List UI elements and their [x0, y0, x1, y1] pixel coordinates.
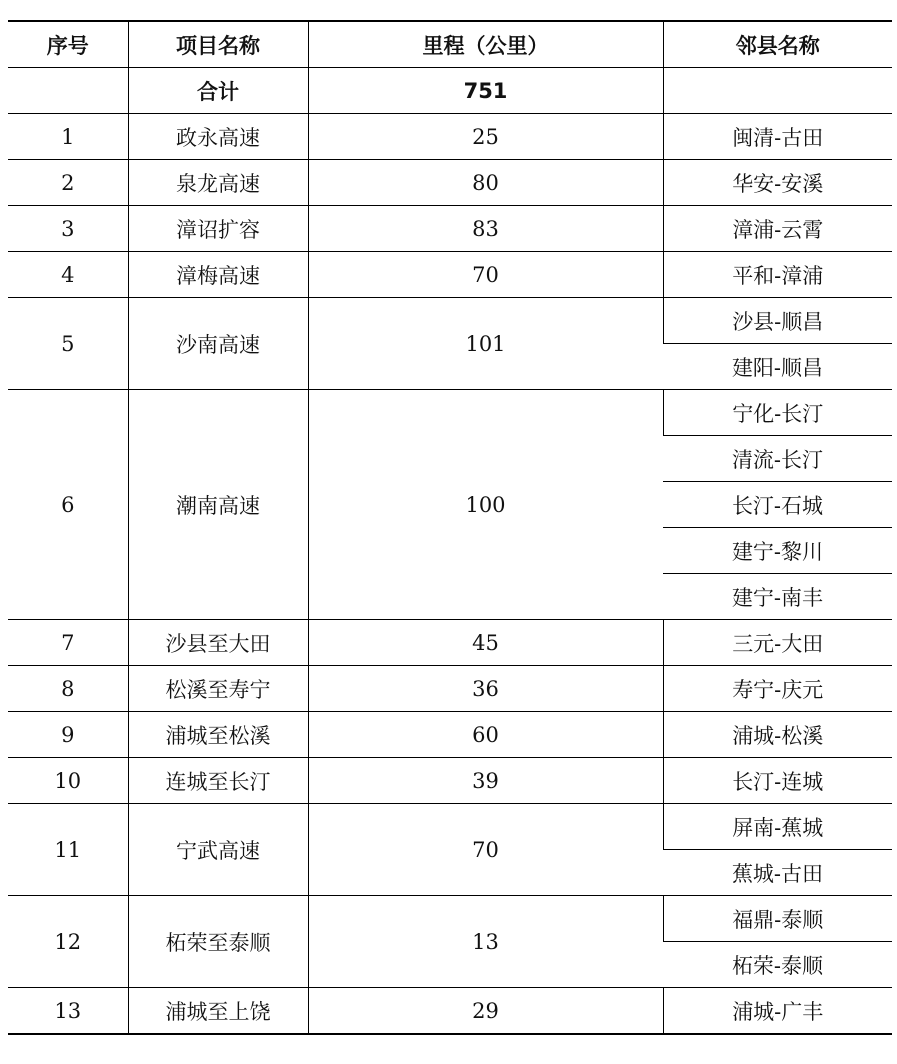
total-label: 合计 [128, 68, 308, 114]
total-no-cell [8, 68, 128, 114]
row-number-cell: 1 [8, 114, 128, 160]
project-name-cell: 政永高速 [128, 114, 308, 160]
neighbor-county-cell: 平和-漳浦 [663, 252, 892, 298]
mileage-cell: 70 [308, 804, 663, 896]
row-number-cell: 8 [8, 666, 128, 712]
neighbor-county-cell: 沙县-顺昌 [663, 298, 892, 344]
total-row [8, 68, 892, 114]
row-number-cell: 3 [8, 206, 128, 252]
project-name-cell: 漳梅高速 [128, 252, 308, 298]
neighbor-county-cell: 长汀-连城 [663, 758, 892, 804]
neighbor-county-cell: 建宁-黎川 [663, 528, 892, 574]
project-name-cell: 潮南高速 [128, 390, 308, 620]
project-name-cell: 柘荣至泰顺 [128, 896, 308, 988]
mileage-cell: 60 [308, 712, 663, 758]
header-project-name: 项目名称 [128, 21, 308, 68]
mileage-cell: 25 [308, 114, 663, 160]
table-row [8, 620, 892, 666]
header-no: 序号 [8, 21, 128, 68]
table-row [8, 896, 892, 942]
project-name-cell: 浦城至上饶 [128, 988, 308, 1035]
mileage-cell: 39 [308, 758, 663, 804]
row-number-cell: 4 [8, 252, 128, 298]
table-row [8, 804, 892, 850]
mileage-cell: 83 [308, 206, 663, 252]
mileage-cell: 29 [308, 988, 663, 1035]
header-mileage: 里程（公里） [308, 21, 663, 68]
neighbor-county-cell: 福鼎-泰顺 [663, 896, 892, 942]
table-row [8, 206, 892, 252]
project-name-cell: 沙南高速 [128, 298, 308, 390]
neighbor-county-cell: 浦城-广丰 [663, 988, 892, 1035]
header-neighbor-counties: 邻县名称 [663, 21, 892, 68]
highway-table [8, 20, 892, 1035]
row-number-cell: 10 [8, 758, 128, 804]
mileage-cell: 36 [308, 666, 663, 712]
project-name-cell: 松溪至寿宁 [128, 666, 308, 712]
table-row [8, 160, 892, 206]
table-row [8, 298, 892, 344]
mileage-cell: 80 [308, 160, 663, 206]
neighbor-county-cell: 清流-长汀 [663, 436, 892, 482]
table-row [8, 712, 892, 758]
neighbor-county-cell: 华安-安溪 [663, 160, 892, 206]
neighbor-county-cell: 漳浦-云霄 [663, 206, 892, 252]
mileage-cell: 13 [308, 896, 663, 988]
mileage-cell: 100 [308, 390, 663, 620]
row-number-cell: 13 [8, 988, 128, 1035]
total-mileage: 751 [308, 68, 663, 114]
project-name-cell: 沙县至大田 [128, 620, 308, 666]
neighbor-county-cell: 柘荣-泰顺 [663, 942, 892, 988]
mileage-cell: 101 [308, 298, 663, 390]
table-row [8, 390, 892, 436]
neighbor-county-cell: 寿宁-庆元 [663, 666, 892, 712]
neighbor-county-cell: 闽清-古田 [663, 114, 892, 160]
project-name-cell: 连城至长汀 [128, 758, 308, 804]
table-row [8, 988, 892, 1035]
project-name-cell: 漳诏扩容 [128, 206, 308, 252]
neighbor-county-cell: 长汀-石城 [663, 482, 892, 528]
neighbor-county-cell: 建阳-顺昌 [663, 344, 892, 390]
row-number-cell: 9 [8, 712, 128, 758]
total-counties-cell [663, 68, 892, 114]
project-name-cell: 宁武高速 [128, 804, 308, 896]
mileage-cell: 70 [308, 252, 663, 298]
row-number-cell: 7 [8, 620, 128, 666]
row-number-cell: 6 [8, 390, 128, 620]
neighbor-county-cell: 蕉城-古田 [663, 850, 892, 896]
neighbor-county-cell: 浦城-松溪 [663, 712, 892, 758]
row-number-cell: 5 [8, 298, 128, 390]
row-number-cell: 12 [8, 896, 128, 988]
neighbor-county-cell: 建宁-南丰 [663, 574, 892, 620]
neighbor-county-cell: 宁化-长汀 [663, 390, 892, 436]
project-name-cell: 泉龙高速 [128, 160, 308, 206]
table-row [8, 114, 892, 160]
row-number-cell: 11 [8, 804, 128, 896]
neighbor-county-cell: 屏南-蕉城 [663, 804, 892, 850]
mileage-cell: 45 [308, 620, 663, 666]
table-row [8, 758, 892, 804]
table-row [8, 252, 892, 298]
row-number-cell: 2 [8, 160, 128, 206]
project-name-cell: 浦城至松溪 [128, 712, 308, 758]
header-row [8, 21, 892, 68]
table-row [8, 666, 892, 712]
neighbor-county-cell: 三元-大田 [663, 620, 892, 666]
